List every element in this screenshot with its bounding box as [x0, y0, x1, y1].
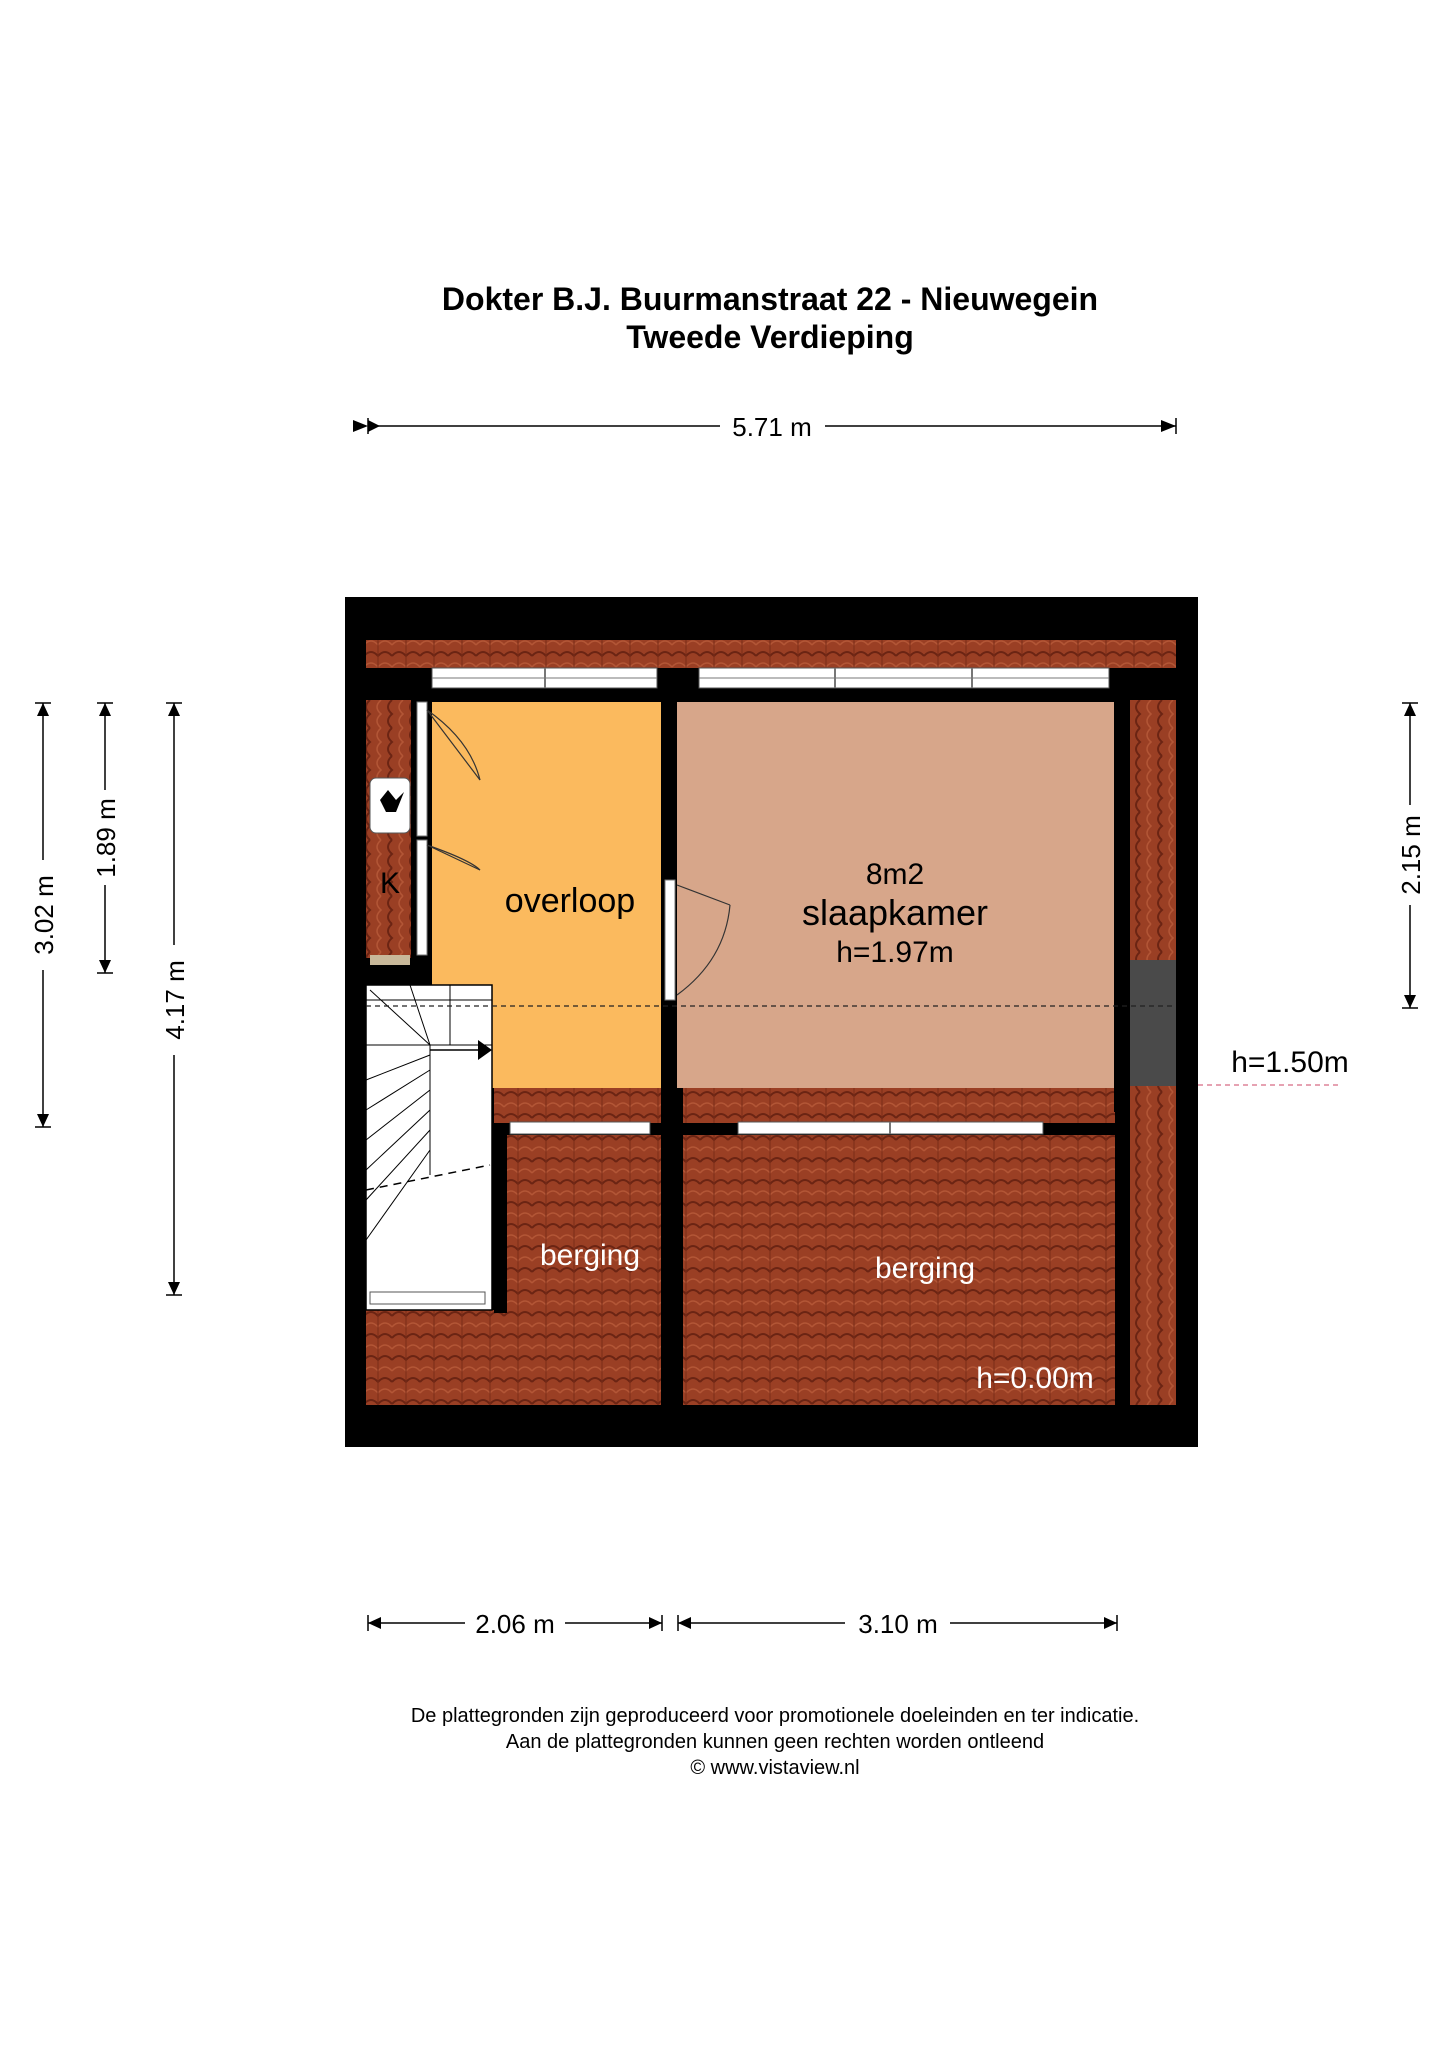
dim-bottom-left — [368, 1609, 662, 1639]
dim-bottom-right-label: 3.10 m — [858, 1609, 938, 1639]
dim-right-1-label: 2.15 m — [1396, 815, 1426, 895]
address-title: Dokter B.J. Buurmanstraat 22 - Nieuwegein — [441, 281, 1099, 317]
staircase — [366, 985, 492, 1310]
window-top-left — [432, 668, 657, 688]
label-slaapkamer: slaapkamer — [801, 892, 989, 933]
dim-bottom-right — [678, 1609, 1117, 1639]
dim-bottom-left-label: 2.06 m — [475, 1609, 555, 1639]
dim-right-1 — [1396, 703, 1426, 1008]
label-overloop: overloop — [504, 882, 636, 920]
disclaimer-line-1: De plattegronden zijn geproduceerd voor promotionele doeleinden en ter indicatie. — [410, 1705, 1140, 1727]
label-height-side: h=1.50m — [1231, 1046, 1349, 1079]
roof-under-slaapkamer — [683, 1088, 1115, 1123]
roof-under-overloop — [494, 1088, 661, 1123]
dim-left-1 — [29, 703, 59, 1127]
chimney-block — [1130, 960, 1176, 1086]
copyright-link[interactable]: © www.vistaview.nl — [690, 1757, 860, 1779]
dim-left-3 — [160, 703, 190, 1295]
dim-left-3-label: 4.17 m — [160, 960, 190, 1040]
cabinet-shelf — [370, 955, 410, 965]
window-bottom-right — [738, 1122, 1043, 1134]
dim-top-label: 5.71 m — [732, 412, 812, 442]
wall-right — [1114, 702, 1130, 1112]
label-slaapkamer-height: h=1.97m — [836, 936, 954, 969]
window-bottom-left — [510, 1122, 650, 1134]
disclaimer-line-2: Aan de plattegronden kunnen geen rechten worden ontleend — [505, 1731, 1045, 1753]
roof-top — [366, 640, 1176, 668]
disclaimer — [0, 1703, 1449, 1781]
wall-middle — [661, 702, 677, 1405]
label-berging-right: berging — [874, 1252, 976, 1285]
window-top-right — [699, 668, 1109, 688]
label-berging-left: berging — [539, 1239, 641, 1272]
wall-berging-left — [494, 1123, 507, 1313]
label-slaapkamer-area: 8m2 — [865, 858, 925, 891]
dim-left-2-label: 1.89 m — [91, 798, 121, 878]
dim-top — [368, 412, 1176, 442]
dim-left-2 — [91, 703, 121, 973]
label-k: K — [380, 867, 401, 900]
boiler-unit — [370, 778, 410, 833]
label-height-zero: h=0.00m — [976, 1362, 1094, 1395]
dim-left-1-label: 3.02 m — [29, 875, 59, 955]
floor-title: Tweede Verdieping — [626, 319, 914, 355]
